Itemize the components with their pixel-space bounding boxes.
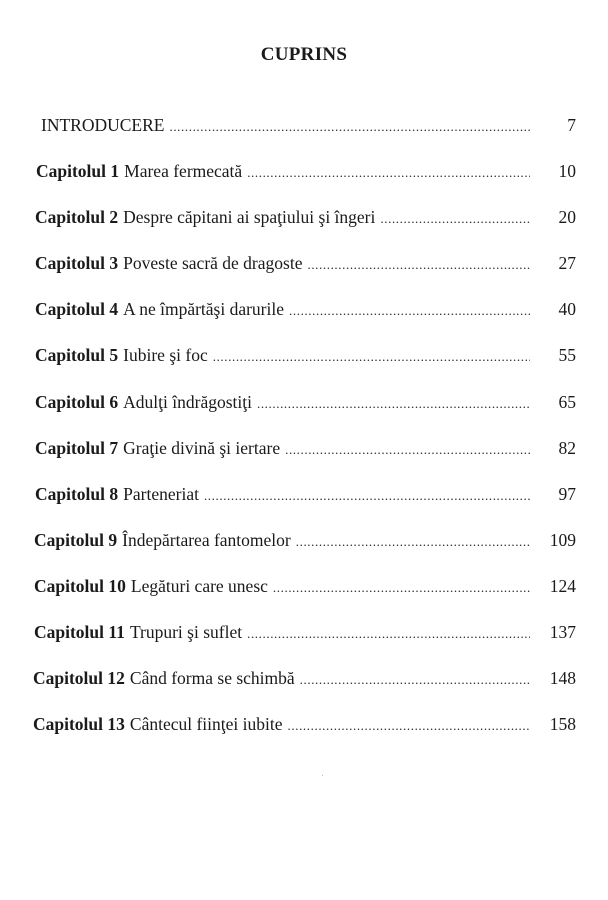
entry-label: Capitolul 1	[36, 161, 120, 181]
page-title: CUPRINS	[260, 44, 348, 65]
toc-entry-chapter-1	[36, 158, 576, 184]
toc-entry-chapter-11	[34, 619, 576, 645]
toc-entry-chapter-7	[35, 435, 576, 461]
dot-leader	[296, 529, 530, 555]
dot-leader	[169, 114, 530, 140]
toc-entry-introducere	[36, 112, 576, 138]
dot-leader	[285, 437, 530, 463]
entry-label: Capitolul 6	[35, 392, 119, 412]
entry-label: Capitolul 8	[35, 484, 119, 504]
dot-leader	[289, 298, 530, 324]
dot-leader	[307, 252, 530, 278]
dot-leader	[247, 621, 530, 647]
entry-page-number: 109	[549, 530, 576, 550]
entry-page-number: 7	[567, 115, 576, 135]
entry-title: Marea fermecată	[124, 161, 243, 181]
entry-page-number: 27	[558, 253, 576, 273]
entry-label: Capitolul 2	[35, 207, 119, 227]
dot-leader	[300, 667, 530, 693]
entry-label: Capitolul 9	[34, 530, 118, 550]
entry-label: Capitolul 5	[35, 345, 119, 365]
toc-entry-chapter-13	[33, 711, 576, 737]
entry-page-number: 148	[549, 668, 576, 688]
entry-title: Parteneriat	[123, 484, 199, 504]
dot-leader	[380, 206, 530, 232]
entry-title: A ne împărtăşi darurile	[123, 299, 285, 319]
toc-entry-chapter-5	[35, 342, 576, 368]
toc-entry-chapter-3	[35, 250, 576, 276]
entry-page-number: 20	[558, 207, 576, 227]
entry-page-number: 82	[558, 438, 576, 458]
dot-leader	[204, 483, 530, 509]
entry-page-number: 97	[558, 484, 576, 504]
toc-entry-chapter-9	[34, 527, 576, 553]
entry-title: Când forma se schimbă	[129, 668, 295, 688]
entry-page-number: 40	[558, 299, 576, 319]
entry-label: Capitolul 12	[33, 668, 125, 688]
toc-entry-chapter-4	[35, 296, 576, 322]
entry-label: Capitolul 10	[34, 576, 126, 596]
entry-title: Trupuri şi suflet	[129, 622, 243, 642]
entry-title: Îndepărtarea fantomelor	[122, 530, 291, 550]
entry-page-number: 124	[549, 576, 576, 596]
entry-page-number: 65	[558, 392, 576, 412]
entry-title: Poveste sacră de dragoste	[123, 253, 303, 273]
entry-title: INTRODUCERE	[41, 115, 165, 135]
dot-leader	[288, 713, 530, 739]
toc-entry-chapter-10	[34, 573, 576, 599]
toc-entry-chapter-2	[35, 204, 576, 230]
toc-entry-chapter-6	[35, 389, 576, 415]
entry-title: Adulţi îndrăgostiţi	[123, 392, 252, 412]
entry-page-number: 10	[558, 161, 576, 181]
entry-label: Capitolul 4	[35, 299, 119, 319]
entry-page-number: 137	[549, 622, 576, 642]
entry-label: Capitolul 11	[34, 622, 125, 642]
entry-title: Legături care unesc	[130, 576, 268, 596]
entry-label: Capitolul 3	[35, 253, 119, 273]
entry-label: Capitolul 13	[33, 714, 125, 734]
dot-leader	[247, 160, 530, 186]
entry-label: Capitolul 7	[35, 438, 119, 458]
dot-leader	[213, 344, 530, 370]
entry-title: Graţie divină şi iertare	[123, 438, 281, 458]
entry-title: Despre căpitani ai spaţiului şi îngeri	[123, 207, 376, 227]
dot-leader	[273, 575, 530, 601]
entry-page-number: 158	[549, 714, 576, 734]
toc-entry-chapter-8	[35, 481, 576, 507]
toc-entry-chapter-12	[33, 665, 576, 691]
entry-title: Cântecul fiinţei iubite	[129, 714, 283, 734]
entry-page-number: 55	[558, 345, 576, 365]
scan-speck	[322, 775, 323, 776]
entry-title: Iubire şi foc	[123, 345, 208, 365]
dot-leader	[257, 391, 530, 417]
